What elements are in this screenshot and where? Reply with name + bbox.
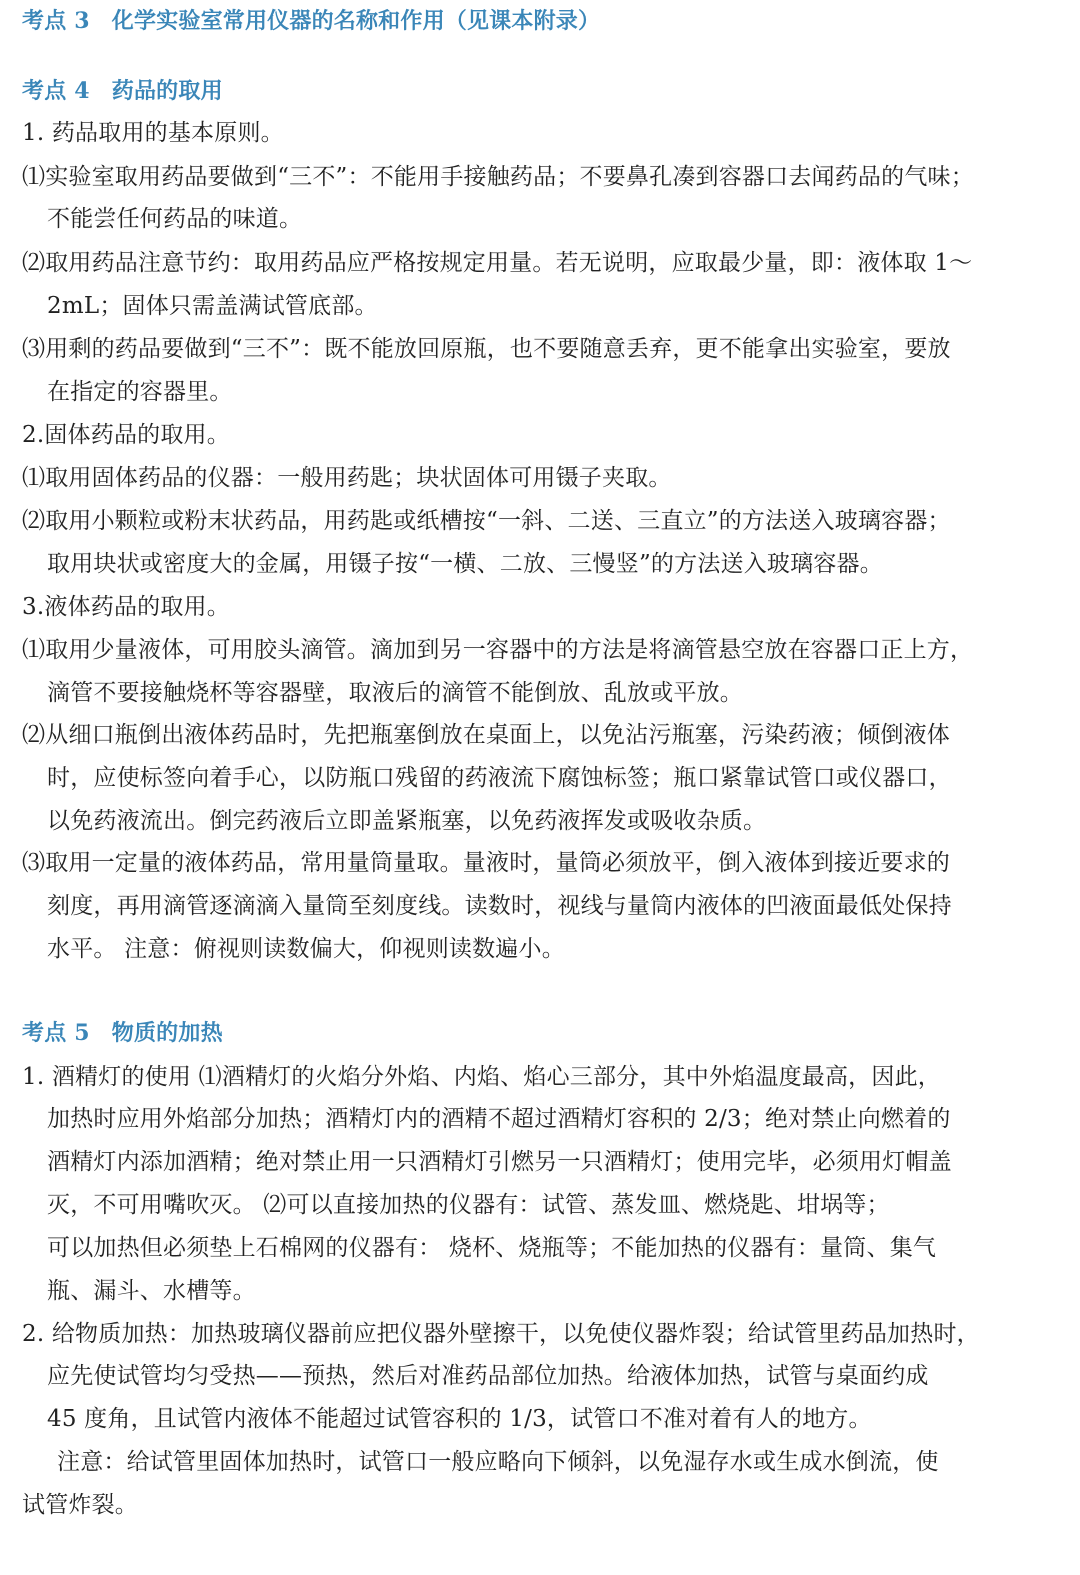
section-4-line: 2mL；固体只需盖满试管底部。 — [47, 293, 378, 319]
section-5-heading — [22, 1018, 223, 1048]
section-4-line: 2.固体药品的取用。 — [22, 422, 230, 448]
section-4-line: 1. 药品取用的基本原则。 — [22, 120, 284, 146]
section-5-title: 物质的加热 — [111, 1020, 223, 1046]
section-4-line: ⑴取用少量液体，可用胶头滴管。滴加到另一容器中的方法是将滴管悬空放在容器口正上方， — [22, 637, 974, 663]
section-4-line: ⑵取用小颗粒或粉末状药品，用药匙或纸槽按“一斜、二送、三直立”的方法送入玻璃容器； — [22, 508, 951, 534]
section-4-line: 滴管不要接触烧杯等容器壁，取液后的滴管不能倒放、乱放或平放。 — [47, 680, 743, 706]
section-5-number: 考点 5 — [22, 1020, 90, 1046]
section-5-line: 酒精灯内添加酒精；绝对禁止用一只酒精灯引燃另一只酒精灯；使用完毕，必须用灯帽盖 — [47, 1149, 952, 1175]
section-3-number: 考点 3 — [22, 8, 90, 34]
section-5-line: 加热时应用外焰部分加热；酒精灯内的酒精不超过酒精灯容积的 2/3；绝对禁止向燃着的 — [47, 1106, 951, 1132]
section-4-title: 药品的取用 — [111, 78, 223, 104]
section-4-line: 刻度，再用滴管逐滴滴入量筒至刻度线。读数时，视线与量筒内液体的凹液面最低处保持 — [47, 893, 952, 919]
section-4-heading — [22, 76, 223, 106]
section-4-line: ⑶取用一定量的液体药品，常用量筒量取。量液时，量筒必须放平，倒入液体到接近要求的 — [22, 850, 950, 876]
section-4-line: 3.液体药品的取用。 — [22, 594, 230, 620]
section-5-line: 2. 给物质加热：加热玻璃仪器前应把仪器外壁擦干，以免使仪器炸裂；给试管里药品加热时， — [22, 1321, 980, 1347]
section-4-line: ⑵从细口瓶倒出液体药品时，先把瓶塞倒放在桌面上，以免沾污瓶塞，污染药液；倾倒液体 — [22, 722, 950, 748]
section-4-line: ⑵取用药品注意节约：取用药品应严格按规定用量。若无说明，应取最少量，即：液体取 1～ — [22, 250, 973, 276]
section-4-line: 以免药液流出。倒完药液后立即盖紧瓶塞，以免药液挥发或吸收杂质。 — [47, 808, 767, 834]
section-5-line: 瓶、漏斗、水槽等。 — [47, 1278, 256, 1304]
section-5-line: 1. 酒精灯的使用 ⑴酒精灯的火焰分外焰、内焰、焰心三部分，其中外焰温度最高，因此， — [22, 1064, 941, 1090]
section-4-line: 水平。 注意：俯视则读数偏大，仰视则读数遍小。 — [47, 936, 565, 962]
section-4-line: ⑴实验室取用药品要做到“三不”：不能用手接触药品；不要鼻孔凑到容器口去闻药品的气味； — [22, 164, 974, 190]
section-5-line: 45 度角，且试管内液体不能超过试管容积的 1/3，试管口不准对着有人的地方。 — [47, 1406, 872, 1432]
section-5-line: 灭，不可用嘴吹灭。 ⑵可以直接加热的仪器有：试管、蒸发皿、燃烧匙、坩埚等； — [47, 1192, 890, 1218]
section-5-line: 试管炸裂。 — [22, 1492, 138, 1518]
section-5-line: 注意：给试管里固体加热时，试管口一般应略向下倾斜，以免湿存水或生成水倒流，使 — [57, 1449, 939, 1475]
section-3-title: 化学实验室常用仪器的名称和作用（见课本附录） — [111, 8, 601, 34]
section-5-line: 可以加热但必须垫上石棉网的仪器有： 烧杯、烧瓶等；不能加热的仪器有：量筒、集气 — [47, 1235, 937, 1261]
section-4-number: 考点 4 — [22, 78, 90, 104]
section-4-line: 在指定的容器里。 — [47, 379, 233, 405]
section-4-line: ⑴取用固体药品的仪器：一般用药匙；块状固体可用镊子夹取。 — [22, 465, 672, 491]
section-4-line: 时，应使标签向着手心，以防瓶口残留的药液流下腐蚀标签；瓶口紧靠试管口或仪器口， — [47, 765, 952, 791]
section-4-line: ⑶用剩的药品要做到“三不”：既不能放回原瓶，也不要随意丢弃，更不能拿出实验室，要放 — [22, 336, 951, 362]
section-4-line: 不能尝任何药品的味道。 — [47, 206, 303, 232]
section-5-line: 应先使试管均匀受热——预热，然后对准药品部位加热。给液体加热，试管与桌面约成 — [47, 1363, 929, 1389]
section-3-heading — [22, 6, 600, 36]
section-4-line: 取用块状或密度大的金属，用镊子按“一横、二放、三慢竖”的方法送入玻璃容器。 — [47, 551, 883, 577]
